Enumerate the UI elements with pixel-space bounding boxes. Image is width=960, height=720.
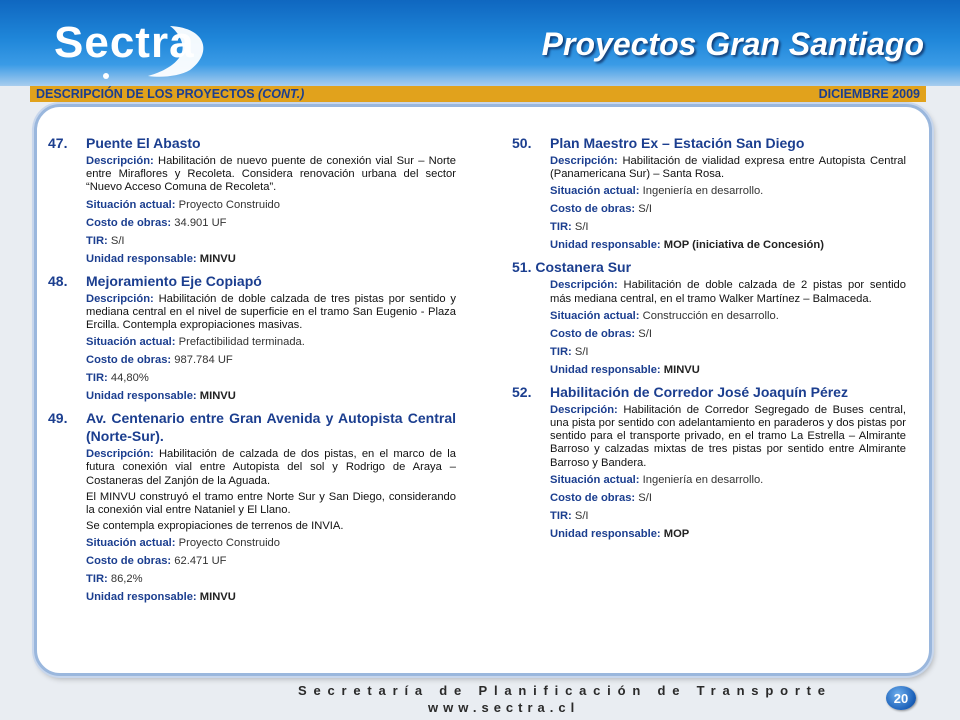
status-label: Situación actual: xyxy=(86,537,176,550)
unit-line xyxy=(550,363,906,377)
project-name: Costanera Sur xyxy=(535,259,632,276)
project-title xyxy=(512,258,906,276)
description-label: Descripción: xyxy=(86,155,154,167)
unit-line xyxy=(86,590,456,604)
right-column xyxy=(512,134,906,547)
description-text: Habilitación de nuevo puente de conexión vial Sur – Norte entre Miraflores y Recoleta. Considera renovación urbana del sector “Nuevo Acceso Comuna de Recoleta”. xyxy=(86,155,457,194)
project-description xyxy=(550,155,906,181)
sectra-logo: Sectra xyxy=(54,18,195,67)
status-value: Construcción en desarrollo. xyxy=(642,309,779,322)
status-line xyxy=(86,335,456,349)
unit-value: MOP (iniciativa de Concesión) xyxy=(663,239,824,252)
description-label: Descripción: xyxy=(86,292,154,305)
status-label: Situación actual: xyxy=(86,198,176,211)
tir-line xyxy=(550,220,906,234)
tir-label: TIR: xyxy=(550,345,572,358)
project-body xyxy=(512,155,906,252)
status-line xyxy=(86,536,456,550)
tir-label: TIR: xyxy=(86,234,108,247)
project-number: 47. xyxy=(48,135,68,151)
project-name: Mejoramiento Eje Copiapó xyxy=(86,272,262,289)
section-title xyxy=(36,87,304,101)
project-name: Av. Centenario entre Gran Avenida y Autopista Central (Norte-Sur). xyxy=(86,410,456,445)
project-name: Puente El Abasto xyxy=(86,135,201,151)
project-description xyxy=(550,404,906,470)
description-text: Habilitación de vialidad expresa entre Autopista Central (Panamericana Sur) – Santa Rosa. xyxy=(550,155,907,181)
project-name: Plan Maestro Ex – Estación San Diego xyxy=(550,135,805,151)
section-cont-label: (CONT.) xyxy=(258,87,305,101)
cost-label: Costo de obras: xyxy=(86,216,172,229)
project-body xyxy=(512,404,906,541)
tir-label: TIR: xyxy=(550,509,572,522)
header-banner xyxy=(0,0,960,86)
description-text: Habilitación de calzada de dos pistas, en el marco de la futura conexión vial entre Autopista del sol y Rodrigo de Araya – Costaneras del Zanjón de la Aguada. xyxy=(86,448,456,487)
project-extra-note: Se contempla expropiaciones de terrenos de INVIA. xyxy=(86,520,344,533)
unit-label: Unidad responsable: xyxy=(550,363,661,376)
cost-value: 987.784 UF xyxy=(174,354,233,367)
status-label: Situación actual: xyxy=(550,185,640,198)
unit-value: MINVU xyxy=(199,591,236,604)
project-number: 51. xyxy=(512,259,532,276)
unit-value: MINVU xyxy=(199,252,236,265)
cost-label: Costo de obras: xyxy=(86,354,172,367)
project-name: Habilitación de Corredor José Joaquín Pérez xyxy=(550,383,848,400)
status-value: Prefactibilidad terminada. xyxy=(178,336,305,349)
status-value: Ingeniería en desarrollo. xyxy=(642,473,764,486)
tir-line xyxy=(550,345,906,359)
tir-line xyxy=(550,509,906,523)
project-47 xyxy=(48,134,456,266)
project-51 xyxy=(512,258,906,376)
tir-value: 44,80% xyxy=(110,372,149,385)
description-label: Descripción: xyxy=(550,279,618,292)
cost-label: Costo de obras: xyxy=(86,555,172,568)
project-49 xyxy=(48,409,456,604)
project-body xyxy=(48,293,456,404)
project-52 xyxy=(512,383,906,541)
tir-label: TIR: xyxy=(86,372,108,385)
unit-line xyxy=(550,238,906,252)
tir-value: S/I xyxy=(110,234,125,247)
unit-value: MINVU xyxy=(199,390,236,403)
project-description xyxy=(550,279,906,305)
project-title xyxy=(48,134,456,152)
unit-label: Unidad responsable: xyxy=(86,252,197,265)
cost-line xyxy=(550,491,906,505)
status-label: Situación actual: xyxy=(86,336,176,349)
unit-line xyxy=(86,252,456,266)
project-description xyxy=(86,293,456,333)
cost-line xyxy=(86,216,456,230)
project-title xyxy=(512,383,906,401)
cost-value: 62.471 UF xyxy=(174,555,227,568)
project-50 xyxy=(512,134,906,252)
description-label: Descripción: xyxy=(550,155,618,167)
tir-value: 86,2% xyxy=(110,573,143,586)
status-line xyxy=(550,473,906,487)
status-label: Situación actual: xyxy=(550,473,640,486)
tir-line xyxy=(86,572,456,586)
cost-line xyxy=(550,327,906,341)
unit-label: Unidad responsable: xyxy=(550,527,661,540)
cost-value: S/I xyxy=(638,203,652,216)
tir-value: S/I xyxy=(574,221,589,234)
project-48 xyxy=(48,272,456,404)
project-title xyxy=(512,134,906,152)
project-number: 48. xyxy=(48,272,68,289)
cost-line xyxy=(86,554,456,568)
cost-label: Costo de obras: xyxy=(550,327,636,340)
unit-value: MINVU xyxy=(663,363,700,376)
project-body xyxy=(48,448,456,604)
project-description xyxy=(86,448,456,488)
cost-value: S/I xyxy=(638,491,652,504)
status-line xyxy=(550,309,906,323)
project-number: 52. xyxy=(512,383,532,400)
cost-line xyxy=(86,353,456,367)
tir-value: S/I xyxy=(574,509,589,522)
tir-line xyxy=(86,371,456,385)
tir-line xyxy=(86,234,456,248)
project-title xyxy=(48,409,456,445)
description-text: Habilitación de doble calzada de tres pistas por sentido y mediana central en el nivel de superficie en el tramo San Eugenio - Plaza Ercilla. Contempla expropiaciones masivas. xyxy=(86,292,457,332)
status-value: Ingeniería en desarrollo. xyxy=(642,185,764,198)
cost-value: S/I xyxy=(638,327,652,340)
project-number: 50. xyxy=(512,135,532,151)
description-label: Descripción: xyxy=(550,403,618,416)
project-description xyxy=(86,155,456,195)
section-date: DICIEMBRE 2009 xyxy=(818,87,920,101)
page-number-badge: 20 xyxy=(886,686,916,710)
left-column xyxy=(48,134,456,610)
cost-label: Costo de obras: xyxy=(550,203,636,216)
description-text: Habilitación de doble calzada de 2 pistas por sentido más mediana central, en el tramo Walker Martínez – Balmaceda. xyxy=(550,279,906,305)
cost-label: Costo de obras: xyxy=(550,491,636,504)
project-extra-note: El MINVU construyó el tramo entre Norte Sur y San Diego, considerando la conexión vial entre Nataniel y El Llano. xyxy=(86,490,456,517)
unit-line xyxy=(550,527,906,541)
tir-label: TIR: xyxy=(550,221,572,234)
footer-url[interactable]: www.sectra.cl xyxy=(428,700,580,715)
project-body xyxy=(48,155,456,266)
unit-line xyxy=(86,389,456,403)
description-label: Descripción: xyxy=(86,448,154,461)
unit-label: Unidad responsable: xyxy=(550,239,661,252)
status-line xyxy=(550,184,906,198)
description-text: Habilitación de Corredor Segregado de Buses central, una pista por sentido con adelantamiento en paraderos y dos pistas por sentido para el transporte privado, en el tramo La Estrella – Almirante Barroso y calzadas mixtas de tres pistas por sentido entre Almirante Barroso y Bandera. xyxy=(550,403,907,469)
status-label: Situación actual: xyxy=(550,309,640,322)
footer-organization: Secretaría de Planificación de Transporte xyxy=(298,683,832,698)
status-value: Proyecto Construido xyxy=(178,537,281,550)
project-body xyxy=(512,279,906,376)
status-line xyxy=(86,198,456,212)
status-value: Proyecto Construido xyxy=(178,198,281,211)
unit-value: MOP xyxy=(663,527,690,540)
section-bar xyxy=(30,86,926,102)
tir-label: TIR: xyxy=(86,573,108,586)
page-title: Proyectos Gran Santiago xyxy=(541,26,924,62)
unit-label: Unidad responsable: xyxy=(86,390,197,403)
cost-line xyxy=(550,202,906,216)
section-label: DESCRIPCIÓN DE LOS PROYECTOS xyxy=(36,87,255,101)
project-number: 49. xyxy=(48,410,68,427)
project-title xyxy=(48,272,456,290)
cost-value: 34.901 UF xyxy=(174,216,227,229)
tir-value: S/I xyxy=(574,345,589,358)
unit-label: Unidad responsable: xyxy=(86,591,197,604)
